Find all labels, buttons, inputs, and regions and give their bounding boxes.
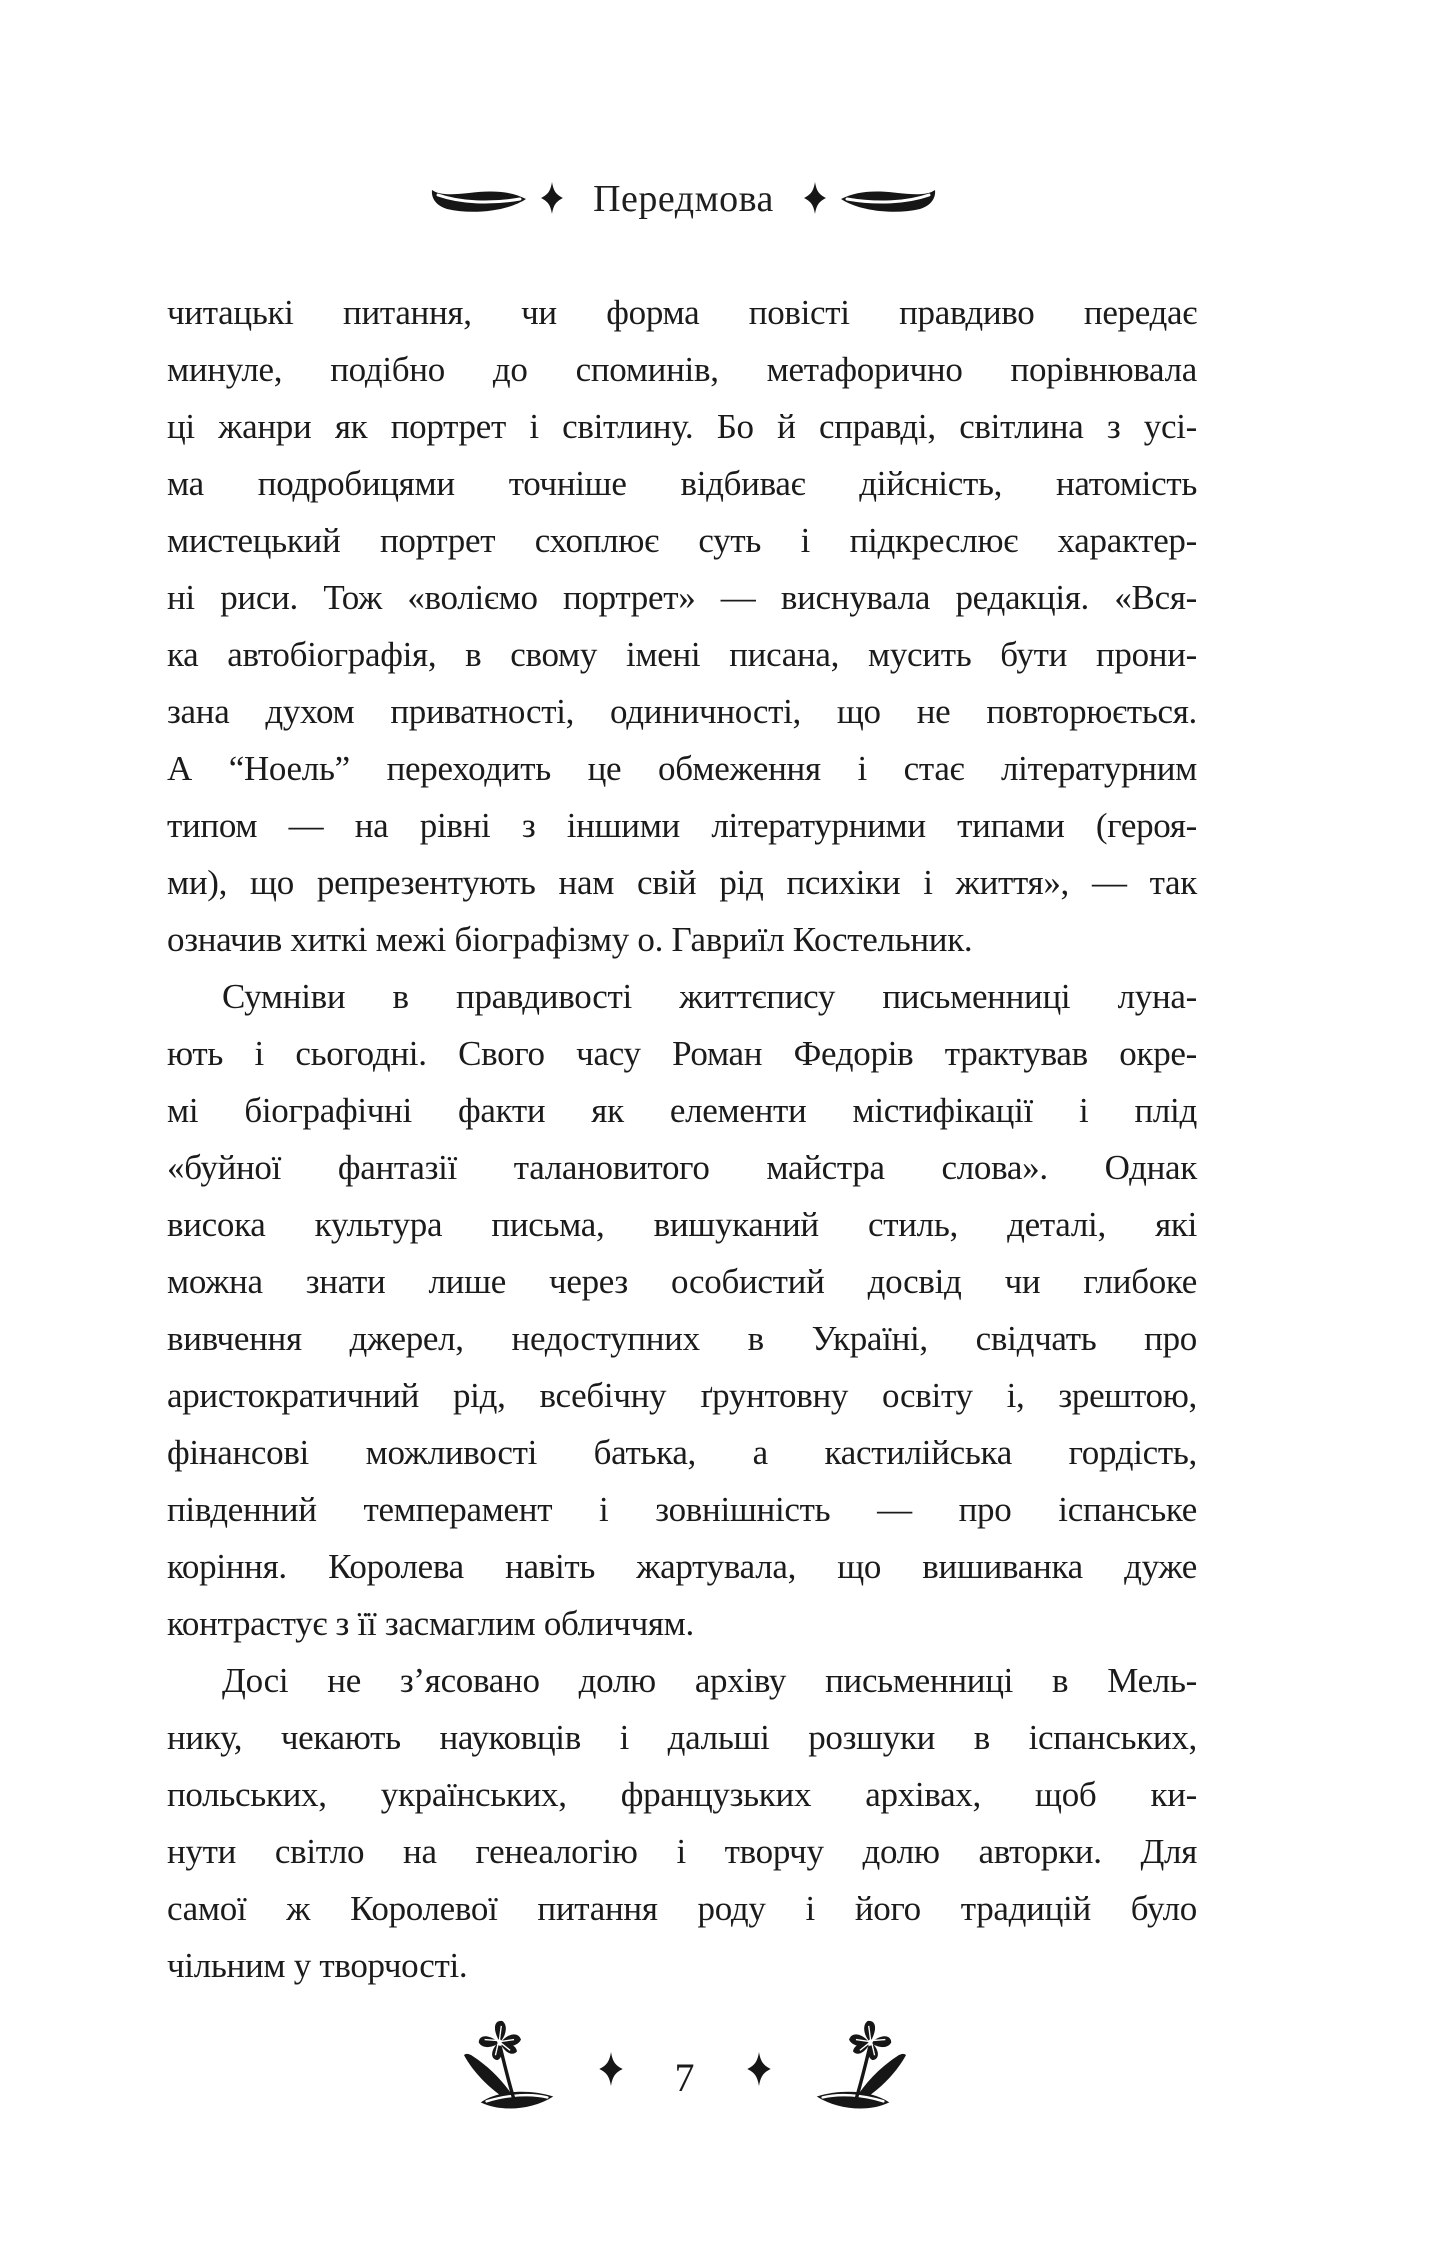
- text-line: чільним у творчості.: [167, 1946, 468, 1985]
- sparkle-icon: [804, 182, 826, 214]
- text-line: А “Ноель” переходить це обмеження і стає літературним: [167, 749, 1197, 788]
- text-line: означив хиткі межі біографізму о. Гавриїл Костельник.: [167, 920, 973, 959]
- text-line: ка автобіографія, в свому імені писана, мусить бути прони-: [167, 635, 1197, 674]
- text-line: аристократичний рід, всебічну ґрунтовну освіту і, зрештою,: [167, 1376, 1197, 1415]
- text-line: Сумніви в правдивості життєпису письменниці луна-: [222, 977, 1197, 1016]
- floral-ornament-right-icon: [795, 2020, 913, 2118]
- text-line: південний темперамент і зовнішність — про іспанське: [167, 1490, 1197, 1529]
- text-line: нути світло на генеалогію і творчу долю авторки. Для: [167, 1832, 1197, 1871]
- text-line: типом — на рівні з іншими літературними типами (героя-: [167, 806, 1197, 845]
- text-line: Досі не з’ясовано долю архіву письменниці в Мель-: [222, 1661, 1197, 1700]
- page-footer: [0, 2020, 1407, 2118]
- text-line: зана духом приватності, одиничності, що не повторюється.: [167, 692, 1197, 731]
- text-line: нику, чекають науковців і дальші розшуки в іспанських,: [167, 1718, 1197, 1757]
- text-line: ми), що репрезентують нам свій рід психіки і життя», — так: [167, 863, 1197, 902]
- sparkle-icon: [541, 182, 563, 214]
- text-line: контрастує з її засмаглим обличчям.: [167, 1604, 694, 1643]
- text-line: ма подробицями точніше відбиває дійсність, натомість: [167, 464, 1197, 503]
- text-line: ці жанри як портрет і світлину. Бо й справді, світлина з усі-: [167, 407, 1197, 446]
- text-line: самої ж Королевої питання роду і його традицій було: [167, 1889, 1197, 1928]
- text-line: фінансові можливості батька, а кастилійська гордість,: [167, 1433, 1197, 1472]
- text-line: коріння. Королева навіть жартувала, що вишиванка дуже: [167, 1547, 1197, 1586]
- text-line: мистецький портрет схоплює суть і підкреслює характер-: [167, 521, 1197, 560]
- text-line: висока культура письма, вишуканий стиль, деталі, які: [167, 1205, 1197, 1244]
- page-number: 7: [674, 2055, 695, 2100]
- chapter-header: [0, 178, 1406, 218]
- text-line: польських, українських, французьких архівах, щоб ки-: [167, 1775, 1197, 1814]
- chapter-title: Передмова: [593, 178, 774, 220]
- sparkle-icon: [747, 2052, 771, 2086]
- leaf-ornament-right-icon: [838, 182, 938, 214]
- sparkle-icon: [599, 2052, 623, 2086]
- text-line: можна знати лише через особистий досвід чи глибоке: [167, 1262, 1197, 1301]
- text-line: ні риси. Тож «воліємо портрет» — виснувала редакція. «Вся-: [167, 578, 1197, 617]
- floral-ornament-left-icon: [457, 2020, 575, 2118]
- text-line: вивчення джерел, недоступних в Україні, свідчать про: [167, 1319, 1197, 1358]
- text-block: [167, 284, 1197, 1994]
- text-line: мі біографічні факти як елементи містифікації і плід: [167, 1091, 1197, 1130]
- text-line: ють і сьогодні. Свого часу Роман Федорів трактував окре-: [167, 1034, 1197, 1073]
- text-line: минуле, подібно до споминів, метафорично порівнювала: [167, 350, 1197, 389]
- text-line: читацькі питання, чи форма повісті правдиво передає: [167, 293, 1197, 332]
- leaf-ornament-left-icon: [429, 182, 529, 214]
- text-line: «буйної фантазії талановитого майстра слова». Однак: [167, 1148, 1197, 1187]
